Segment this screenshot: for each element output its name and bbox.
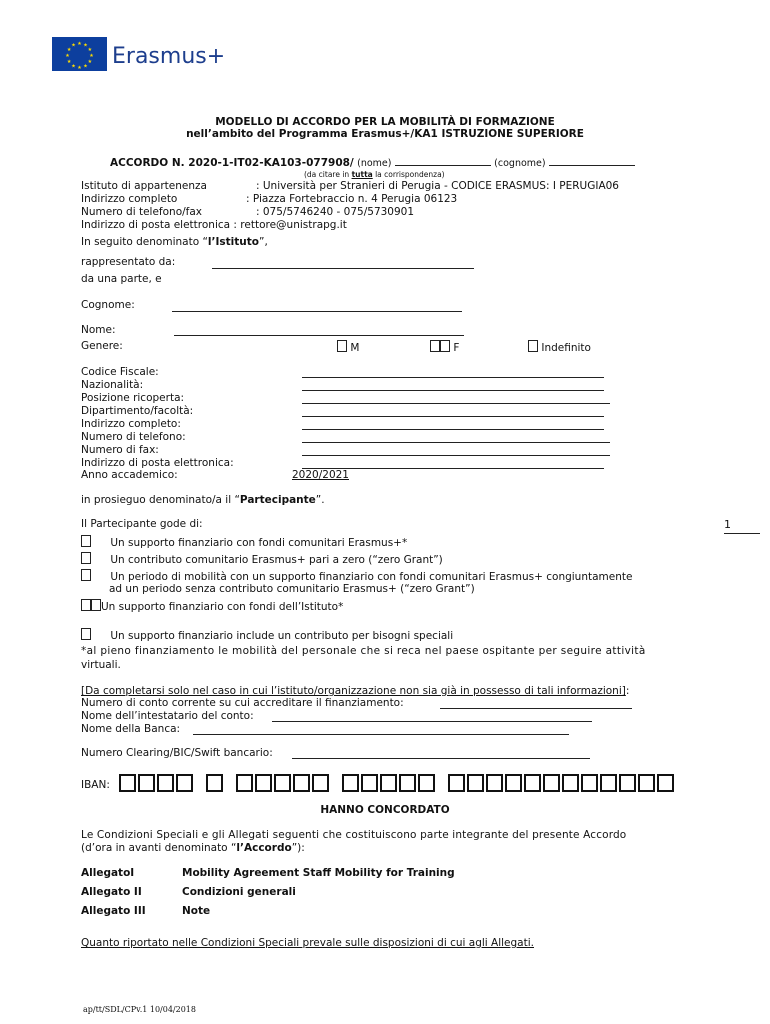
funding-option-2-label: Un contributo comunitario Erasmus+ pari a zero (“zero Grant”) (110, 554, 443, 566)
participant-denomination-post: ”. (315, 494, 325, 506)
agreement-note-bold: tutta (351, 170, 373, 179)
svg-text:★: ★ (77, 41, 82, 47)
gender-indefinite-label: Indefinito (541, 342, 591, 354)
annex-2-label: Allegato II (81, 886, 142, 898)
telefono-field[interactable] (302, 433, 610, 443)
funding-option-2-checkbox[interactable] (81, 552, 91, 564)
agreed-line2-bold: l’Accordo (236, 842, 292, 854)
other-part-text: da una parte, e (81, 273, 162, 285)
erasmus-logo-text: Erasmus+ (112, 44, 226, 69)
institute-denomination-bold: l’Istituto (207, 236, 259, 248)
bank-clearing-label: Numero Clearing/BIC/Swift bancario: (81, 747, 273, 759)
gender-f-checkbox[interactable] (430, 340, 440, 352)
gender-indefinite-option[interactable] (528, 340, 591, 354)
svg-text:★: ★ (77, 65, 82, 71)
svg-text:★: ★ (66, 47, 72, 53)
institute-address-label: Indirizzo completo (81, 193, 178, 205)
posizione-field[interactable] (302, 394, 610, 404)
genere-label: Genere: (81, 340, 123, 352)
agreed-line2-pre: (d’ora in avanti denominato “ (81, 842, 237, 854)
bank-note (81, 685, 629, 697)
nazionalita-field[interactable] (302, 381, 604, 391)
agreement-nome-field[interactable] (395, 156, 491, 166)
annex-3-label: Allegato III (81, 905, 146, 917)
eu-flag-logo (52, 37, 107, 71)
institute-name-value: : Università per Stranieri di Perugia - CODICE ERASMUS: I PERUGIA06 (256, 180, 619, 192)
funding-option-5[interactable] (81, 628, 453, 642)
gender-f-label: F (453, 342, 460, 354)
bank-clearing-field[interactable] (292, 749, 590, 759)
funding-option-4[interactable] (81, 599, 343, 613)
agreed-heading: HANNO CONCORDATO (320, 804, 450, 816)
bank-account-label: Numero di conto corrente su cui accreditare il finanziamento: (81, 697, 404, 709)
funding-option-5-checkbox[interactable] (81, 628, 91, 640)
iban-boxes[interactable] (119, 774, 676, 793)
bank-name-label: Nome della Banca: (81, 723, 181, 735)
institute-email-row (81, 219, 347, 231)
cognome-field[interactable] (172, 302, 462, 312)
svg-text:★: ★ (87, 47, 93, 53)
svg-text:★: ★ (71, 42, 76, 49)
funding-option-3[interactable] (81, 569, 632, 583)
participant-denomination (81, 494, 325, 506)
gender-indefinite-checkbox[interactable] (528, 340, 538, 352)
svg-text:★: ★ (66, 59, 72, 65)
institute-address-value: : Piazza Fortebraccio n. 4 Perugia 06123 (246, 193, 458, 205)
funding-option-4-checkbox[interactable] (81, 599, 91, 611)
funding-option-4-label: Un supporto finanziario con fondi dell’Istituto* (101, 601, 344, 613)
agreed-line2-post: ”): (291, 842, 305, 854)
svg-text:★: ★ (87, 59, 93, 65)
cognome-label: Cognome: (81, 299, 135, 311)
annex-1-title: Mobility Agreement Staff Mobility for Training (182, 867, 455, 879)
svg-text:★: ★ (83, 42, 88, 49)
iban-label: IBAN: (81, 779, 110, 791)
anno-accademico-value: 2020/2021 (292, 469, 349, 481)
funding-option-3-continuation: ad un periodo senza contributo comunitario Erasmus+ (“zero Grant”) (109, 583, 475, 595)
anno-accademico-label: Anno accademico: (81, 469, 178, 481)
institute-denomination-post: ”, (259, 236, 268, 248)
institute-denomination (81, 236, 268, 248)
agreement-cognome-field[interactable] (549, 156, 635, 166)
svg-text:★: ★ (65, 53, 70, 59)
annex-3-title: Note (182, 905, 211, 917)
nome-field[interactable] (174, 326, 464, 336)
funding-option-2[interactable] (81, 552, 443, 566)
dipartimento-label: Dipartimento/facoltà: (81, 405, 194, 417)
bank-note-text: [Da completarsi solo nel caso in cui l’istituto/organizzazione non sia già in possesso di tali informazioni] (81, 685, 626, 697)
codice-fiscale-label: Codice Fiscale: (81, 366, 159, 378)
nazionalita-label: Nazionalità: (81, 379, 144, 391)
institute-email-value: rettore@unistrapg.it (236, 219, 347, 231)
posizione-label: Posizione ricoperta: (81, 392, 185, 404)
agreement-nome-label: (nome) (357, 158, 392, 169)
institute-name-label: Istituto di appartenenza (81, 180, 207, 192)
bank-account-field[interactable] (440, 699, 632, 709)
gender-m-checkbox[interactable] (337, 340, 347, 352)
annex-1-label: AllegatoI (81, 867, 135, 879)
bank-holder-field[interactable] (272, 712, 592, 722)
bank-note-colon: : (625, 685, 630, 697)
svg-text:★: ★ (89, 53, 94, 59)
agreement-cognome-label: (cognome) (494, 158, 546, 169)
svg-text:★: ★ (83, 63, 88, 70)
agreement-note (304, 170, 445, 179)
represented-by-label: rappresentato da: (81, 256, 176, 268)
telefono-label: Numero di telefono: (81, 431, 186, 443)
gender-m-option[interactable] (337, 340, 359, 354)
annex-2-title: Condizioni generali (182, 886, 296, 898)
agreed-line1: Le Condizioni Speciali e gli Allegati seguenti che costituiscono parte integrante del presente Accordo (81, 829, 627, 841)
fax-field[interactable] (302, 446, 610, 456)
funding-footnote-line2: virtuali. (81, 659, 121, 671)
indirizzo-field[interactable] (302, 420, 604, 430)
gender-m-label: M (350, 342, 360, 354)
gender-f-option[interactable] (430, 340, 459, 354)
email-field[interactable] (302, 459, 604, 469)
funding-option-4-checkbox-2[interactable] (91, 599, 101, 611)
agreement-note-post: la corrispondenza) (372, 170, 445, 179)
funding-option-1[interactable] (81, 535, 407, 549)
email-label: Indirizzo di posta elettronica: (81, 457, 234, 469)
funding-option-1-label: Un supporto finanziario con fondi comunitari Erasmus+* (110, 537, 408, 549)
funding-option-3-label: Un periodo di mobilità con un supporto finanziario con fondi comunitari Erasmus+ congiuntamente (110, 571, 633, 583)
agreement-number: ACCORDO N. 2020-1-IT02-KA103-077908/ (110, 157, 354, 169)
document-title: MODELLO DI ACCORDO PER LA MOBILITÀ DI FORMAZIONE (215, 116, 555, 128)
funding-option-3-checkbox[interactable] (81, 569, 91, 581)
svg-text:★: ★ (71, 63, 76, 70)
funding-footnote-line1: *al pieno finanziamento le mobilità del personale che si reca nel paese ospitante per seguire attività (81, 645, 646, 657)
funding-option-1-checkbox[interactable] (81, 535, 91, 547)
participant-denomination-bold: Partecipante (239, 494, 316, 506)
institute-email-label: Indirizzo di posta elettronica : (81, 219, 237, 231)
agreement-note-pre: (da citare in (304, 170, 352, 179)
funding-option-5-label: Un supporto finanziario include un contributo per bisogni speciali (110, 630, 454, 642)
fax-label: Numero di fax: (81, 444, 159, 456)
margin-page-number: 1 (724, 518, 760, 534)
represented-by-field[interactable] (212, 259, 474, 269)
bank-name-field[interactable] (193, 725, 569, 735)
institute-phone-value: : 075/5746240 - 075/5730901 (256, 206, 415, 218)
indirizzo-label: Indirizzo completo: (81, 418, 181, 430)
agreed-line2 (81, 842, 305, 854)
codice-fiscale-field[interactable] (302, 368, 604, 378)
nome-label: Nome: (81, 324, 116, 336)
agreement-number-row (110, 156, 635, 169)
institute-denomination-pre: In seguito denominato “ (81, 236, 208, 248)
footer-version: ap/tt/SDL/CPv.1 10/04/2018 (83, 1005, 196, 1014)
gender-f-checkbox-2[interactable] (440, 340, 450, 352)
funding-intro: Il Partecipante gode di: (81, 518, 203, 530)
dipartimento-field[interactable] (302, 407, 604, 417)
precedence-note: Quanto riportato nelle Condizioni Speciali prevale sulle disposizioni di cui agli Allegati. (81, 937, 534, 949)
institute-phone-label: Numero di telefono/fax (81, 206, 203, 218)
document-subtitle: nell’ambito del Programma Erasmus+/KA1 ISTRUZIONE SUPERIORE (186, 128, 584, 140)
bank-holder-label: Nome dell’intestatario del conto: (81, 710, 254, 722)
participant-denomination-pre: in prosieguo denominato/a il “ (81, 494, 240, 506)
